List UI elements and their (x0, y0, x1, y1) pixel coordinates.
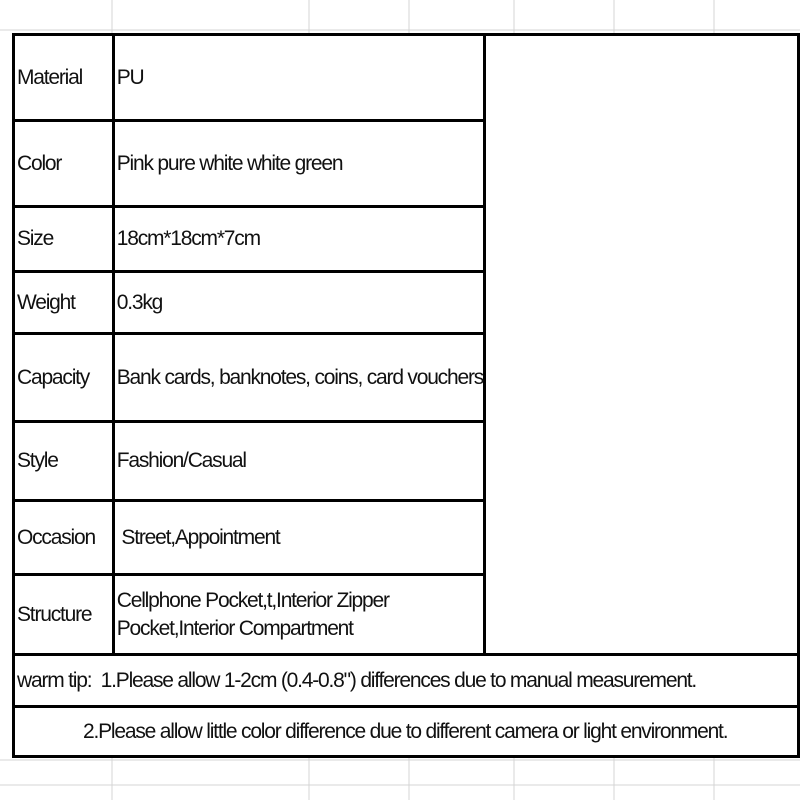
spec-label: Material (14, 35, 114, 121)
warm-tip-text: warm tip: 1.Please allow 1-2cm (0.4-0.8") differences due to manual measurement. (14, 655, 799, 707)
spec-label: Color (14, 121, 114, 207)
spec-value: 18cm*18cm*7cm (113, 207, 484, 272)
spec-label: Style (14, 422, 114, 501)
spec-label: Capacity (14, 334, 114, 422)
spec-value: PU (113, 35, 484, 121)
spec-label: Weight (14, 272, 114, 334)
spec-value: Pink pure white white green (113, 121, 484, 207)
spec-label: Structure (14, 575, 114, 655)
product-spec-table (12, 33, 800, 758)
spec-label: Occasion (14, 501, 114, 575)
spec-value: Fashion/Casual (113, 422, 484, 501)
spec-value-line: Cellphone Pocket,t,Interior Zipper (116, 589, 389, 613)
tip-row-1 (14, 655, 799, 707)
spec-value-multiline (113, 575, 484, 655)
warm-tip-text-2: 2.Please allow little color difference due to different camera or light environment. (14, 707, 799, 757)
spec-row-material (14, 35, 799, 121)
spec-value: 0.3kg (113, 272, 484, 334)
spec-value-line: Pocket,Interior Compartment (116, 616, 353, 640)
spec-value: Street,Appointment (113, 501, 484, 575)
tip-row-2 (14, 707, 799, 757)
spec-label: Size (14, 207, 114, 272)
spec-value: Bank cards, banknotes, coins, card vouchers (113, 334, 484, 422)
blank-cell (485, 35, 799, 655)
